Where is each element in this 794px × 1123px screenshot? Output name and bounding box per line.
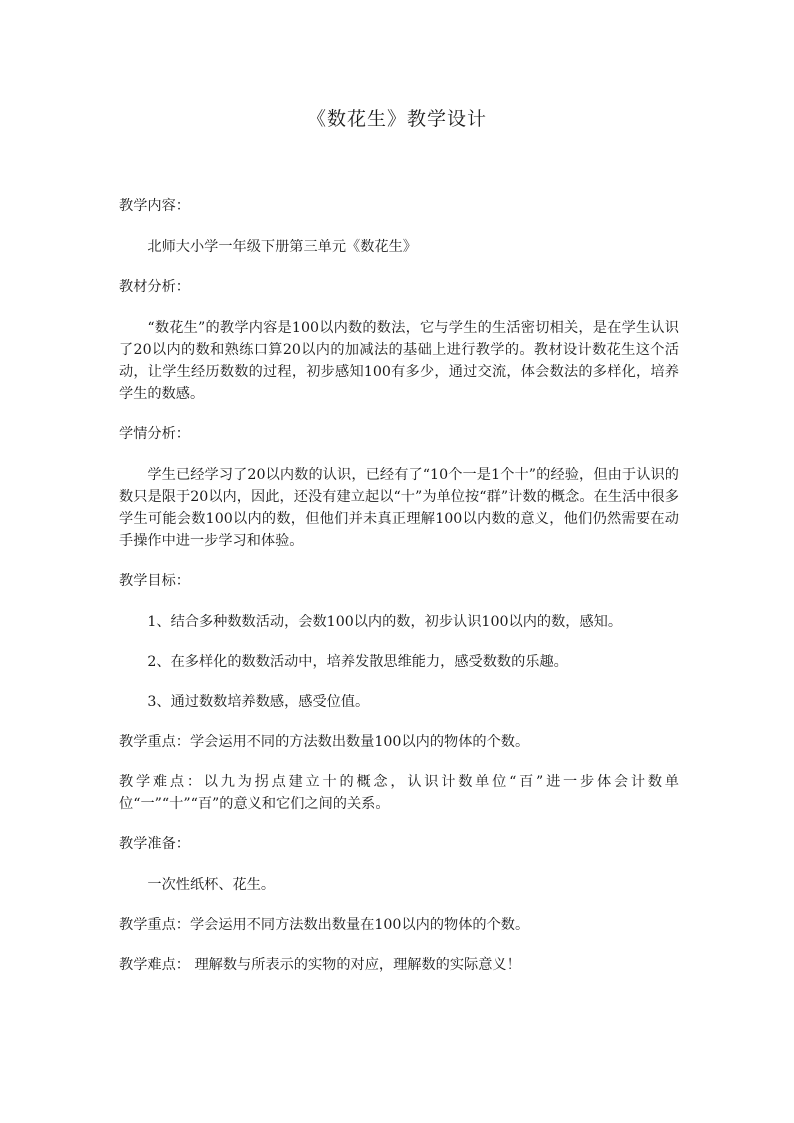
objective-item-2: 2、在多样化的数数活动中，培养发散思维能力，感受数数的乐趣。 [147,654,568,670]
section-label-preparation: 教学准备： [119,836,190,852]
document-body [119,195,679,994]
key-point-2: 教学重点：学会运用不同方法数出数量在100以内的物体的个数。 [119,917,530,933]
document-title: 《数花生》教学设计 [306,108,487,130]
key-point: 教学重点：学会运用不同的方法数出数量100以内的物体的个数。 [119,734,530,750]
paragraph-student-analysis: 学生已经学习了20以内数的认识，已经有了“10个一是1个十”的经验，但由于认识的数只是限于20以内，因此，还没有建立起以“十”为单位按“群”计数的概念。在生活中很多学生可能会数100以内的数，但他们并未真正理解100以内数的意义，他们仍然需要在动手操作中进一步学习和体验。 [119,467,679,549]
paragraph-material-analysis: “数花生”的教学内容是100以内数的数法，它与学生的生活密切相关，是在学生认识了20以内的数和熟练口算20以内的加减法的基础上进行教学的。教材设计数花生这个活动，让学生经历数数的过程，初步感知100有多少，通过交流，体会数法的多样化，培养学生的数感。 [119,320,679,402]
section-label-objectives: 教学目标： [119,573,190,589]
section-label-content: 教学内容： [119,198,190,214]
difficult-point-2: 教学难点： 理解数与所表示的实物的对应，理解数的实际意义！ [119,957,521,973]
difficult-point: 教学难点：以九为拐点建立十的概念，认识计数单位“百”进一步体会计数单位“一”“十”“百”的意义和它们之间的关系。 [119,774,679,812]
objective-item-3: 3、通过数数培养数感，感受位值。 [147,694,370,710]
section-label-material-analysis: 教材分析： [119,279,190,295]
objective-item-1: 1、结合多种数数活动，会数100以内的数，初步认识100以内的数，感知。 [147,614,623,630]
paragraph-textbook: 北师大小学一年级下册第三单元《数花生》 [147,239,417,255]
section-label-student-analysis: 学情分析： [119,426,190,442]
paragraph-preparation: 一次性纸杯、花生。 [147,877,276,893]
